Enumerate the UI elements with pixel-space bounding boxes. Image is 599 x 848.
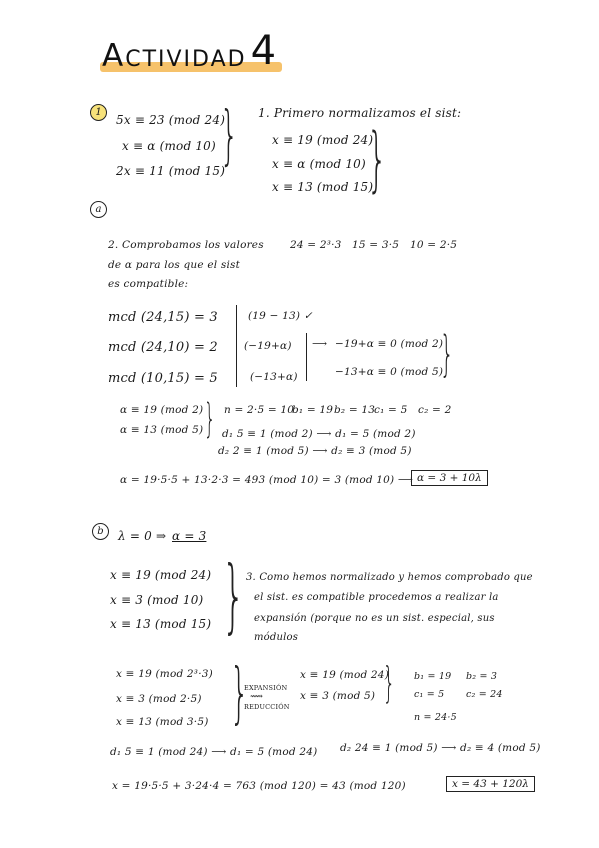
system-eq-3: 2x ≡ 11 (mod 15) — [116, 164, 226, 178]
param-c1: c₁ = 5 — [374, 404, 408, 416]
condition-divider — [306, 333, 307, 381]
b-system-eq-3: x ≡ 13 (mod 15) — [110, 617, 212, 631]
reduced-eq-1: x ≡ 19 (mod 24) — [300, 669, 389, 681]
alpha-value: α = 3 — [172, 529, 207, 543]
expansion-eq-1: x ≡ 19 (mod 2³·3) — [116, 668, 213, 680]
b-param-c2: c₂ = 24 — [466, 689, 503, 700]
param-b2: b₂ = 13 — [334, 404, 376, 416]
x-result-box: x = 43 + 120λ — [446, 776, 535, 792]
gcd-24-10: mcd (24,10) = 2 — [108, 340, 218, 355]
gcd-divider — [236, 305, 237, 387]
b-system-eq-1: x ≡ 19 (mod 24) — [110, 568, 212, 582]
b-d2-line: d₂ 24 ≡ 1 (mod 5) ⟶ d₂ ≡ 4 (mod 5) — [340, 742, 541, 754]
reduced-eq-2: x ≡ 3 (mod 5) — [300, 690, 376, 702]
b-system-brace: } — [222, 549, 245, 642]
title-word: Actividad — [102, 38, 247, 74]
condition-1: −19+α ≡ 0 (mod 2) — [335, 338, 444, 350]
normalized-eq-3: x ≡ 13 (mod 15) — [272, 180, 374, 194]
expansion-brace: } — [230, 654, 249, 731]
marker-b: b — [92, 523, 109, 540]
reduced-brace: } — [383, 658, 396, 707]
title-number: 4 — [250, 28, 279, 74]
marker-1: 1 — [90, 104, 107, 121]
alpha-brace: } — [204, 396, 216, 442]
b-system-eq-2: x ≡ 3 (mod 10) — [110, 593, 204, 607]
gcd-check-3: (−13+α) — [250, 371, 298, 383]
param-c2: c₂ = 2 — [418, 404, 452, 416]
step3-line-3: expansión (porque no es un sist. especial, sus — [254, 613, 495, 624]
expansion-label: EXPANSIÓN — [244, 684, 288, 692]
d2-line: d₂ 2 ≡ 1 (mod 5) ⟶ d₂ ≡ 3 (mod 5) — [218, 445, 412, 457]
factorization-15: 15 = 3·5 — [352, 239, 400, 251]
system-brace: } — [220, 99, 239, 173]
reduction-label: REDUCCIÓN — [244, 703, 290, 711]
step1-label: 1. Primero normalizamos el sist: — [258, 106, 462, 120]
alpha-result-box: α = 3 + 10λ — [411, 470, 488, 486]
page-title — [102, 30, 278, 76]
gcd-check-1: (19 − 13) ✓ — [248, 310, 313, 322]
alpha-eq-1: α ≡ 19 (mod 2) — [120, 404, 204, 416]
normalized-brace: } — [367, 118, 388, 200]
normalized-eq-2: x ≡ α (mod 10) — [272, 157, 366, 171]
alpha-calculation: α = 19·5·5 + 13·2·3 = 493 (mod 10) = 3 (mod 10) ⟶ — [120, 474, 414, 486]
gcd-check-2: (−19+α) — [244, 340, 292, 352]
step2-line-3: es compatible: — [108, 278, 189, 290]
d1-line: d₁ 5 ≡ 1 (mod 2) ⟶ d₁ = 5 (mod 2) — [222, 428, 416, 440]
b-param-b2: b₂ = 3 — [466, 671, 498, 682]
step3-line-2: el sist. es compatible procedemos a realizar la — [254, 592, 499, 603]
lambda-line: λ = 0 ⇒ — [118, 529, 167, 543]
b-param-b1: b₁ = 19 — [414, 671, 452, 682]
system-eq-1: 5x ≡ 23 (mod 24) — [116, 113, 226, 127]
condition-2: −13+α ≡ 0 (mod 5) — [335, 366, 444, 378]
gcd-10-15: mcd (10,15) = 5 — [108, 371, 218, 386]
system-eq-2: x ≡ α (mod 10) — [122, 139, 216, 153]
factorization-24: 24 = 2³·3 — [290, 239, 342, 251]
step3-line-1: 3. Como hemos normalizado y hemos comprobado que — [246, 572, 533, 583]
step3-line-4: módulos — [254, 632, 299, 643]
b-d1-line: d₁ 5 ≡ 1 (mod 24) ⟶ d₁ = 5 (mod 24) — [110, 746, 318, 758]
expansion-eq-3: x ≡ 13 (mod 3·5) — [116, 716, 209, 728]
conditions-brace: } — [440, 326, 454, 382]
param-b1: b₁ = 19 — [292, 404, 334, 416]
squiggle-arrow: ⟿ — [250, 692, 264, 702]
step2-line-2: de α para los que el sist — [108, 259, 241, 271]
arrow-to-conditions: ⟶ — [312, 338, 328, 350]
factorization-10: 10 = 2·5 — [410, 239, 458, 251]
b-param-c1: c₁ = 5 — [414, 689, 445, 700]
normalized-eq-1: x ≡ 19 (mod 24) — [272, 133, 374, 147]
alpha-eq-2: α ≡ 13 (mod 5) — [120, 424, 204, 436]
step2-line-1: 2. Comprobamos los valores — [108, 239, 264, 251]
x-calculation: x = 19·5·5 + 3·24·4 = 763 (mod 120) = 43 (mod 120) — [112, 780, 406, 792]
expansion-eq-2: x ≡ 3 (mod 2·5) — [116, 693, 202, 705]
b-param-n: n = 24·5 — [414, 712, 457, 723]
marker-a: a — [90, 201, 107, 218]
param-n: n = 2·5 = 10 — [224, 404, 295, 416]
gcd-24-15: mcd (24,15) = 3 — [108, 310, 218, 325]
